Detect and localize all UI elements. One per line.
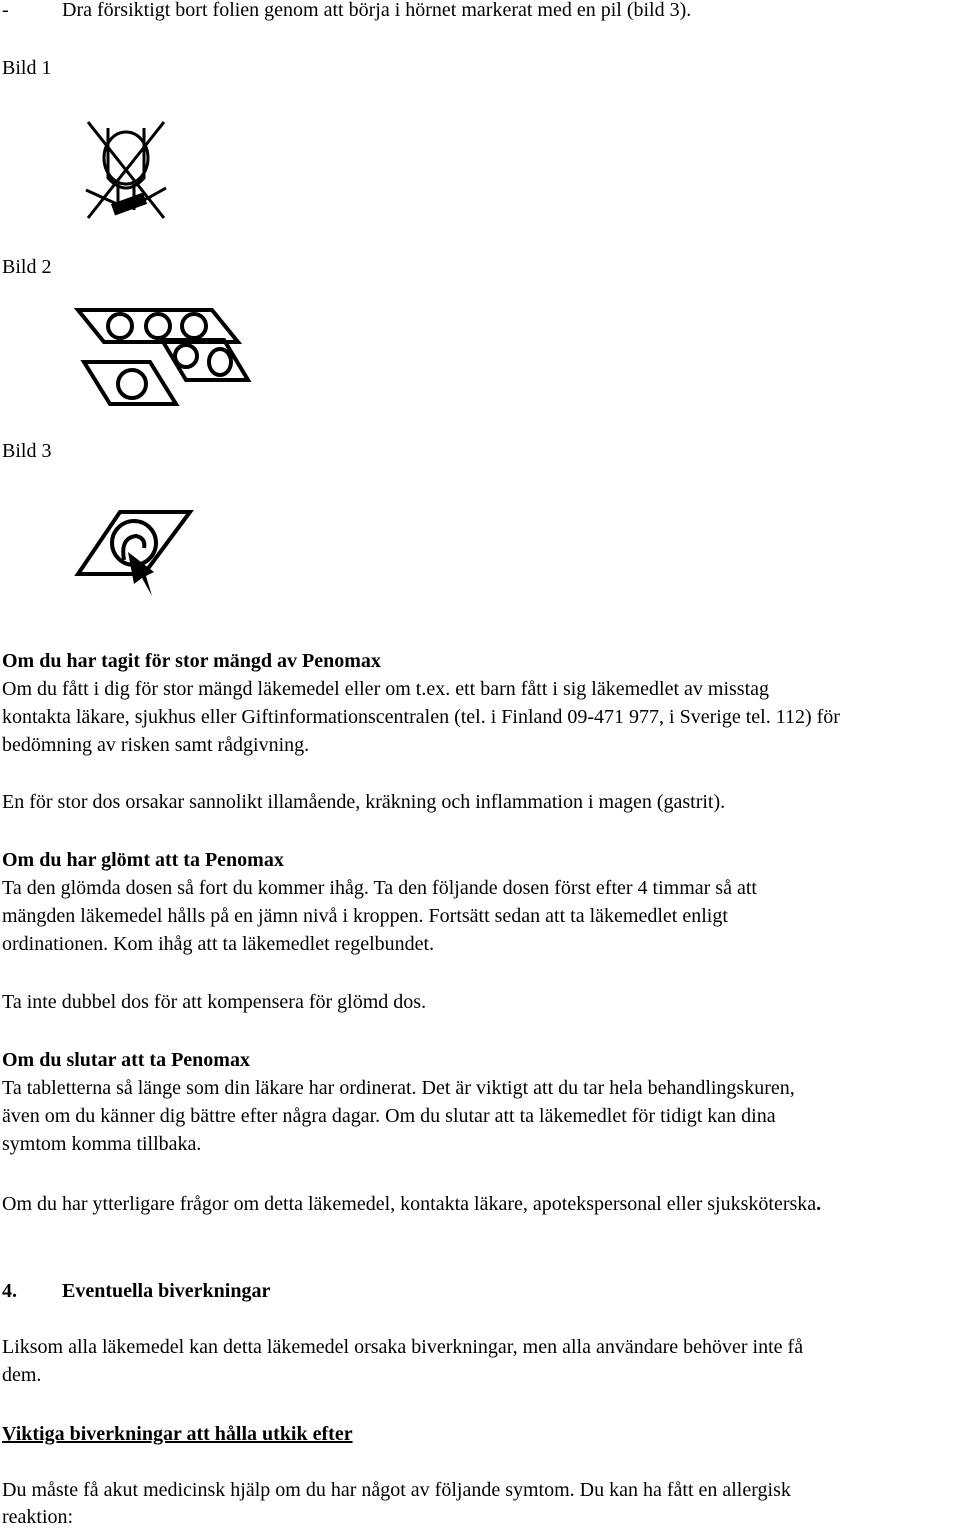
overdose-line-3: bedömning av risken samt rådgivning.	[2, 734, 310, 756]
forgot-line-3: ordinationen. Kom ihåg att ta läkemedlet regelbundet.	[2, 933, 435, 955]
questions-period: .	[816, 1193, 822, 1215]
forgot-heading: Om du har glömt att ta Penomax	[2, 849, 284, 871]
blister-strip-icon	[74, 306, 254, 408]
figure-label-bild2: Bild 2	[2, 256, 52, 278]
no-push-through-icon	[78, 118, 174, 230]
section-title: Eventuella biverkningar	[62, 1280, 271, 1302]
overdose-line-2: kontakta läkare, sjukhus eller Giftinformationscentralen (tel. i Finland 09-471 977, i Sverige tel. 112) för	[2, 706, 840, 728]
stop-line-1: Ta tabletterna så länge som din läkare har ordinerat. Det är viktigt att du tar hela behandlingskuren,	[2, 1077, 795, 1099]
section4-line-2: dem.	[2, 1364, 42, 1386]
intro-text: Dra försiktigt bort folien genom att börja i hörnet markerat med en pil (bild 3).	[62, 0, 692, 21]
stop-line-3: symtom komma tillbaka.	[2, 1133, 202, 1155]
figure-label-bild3: Bild 3	[2, 440, 52, 462]
stop-line-2: även om du känner dig bättre efter några dagar. Om du slutar att ta läkemedlet för tidigt kan dina	[2, 1105, 776, 1127]
forgot-line-2: mängden läkemedel hålls på en jämn nivå i kroppen. Fortsätt sedan att ta läkemedlet enligt	[2, 905, 728, 927]
section4-line-1: Liksom alla läkemedel kan detta läkemedel orsaka biverkningar, men alla användare behöver inte få	[2, 1336, 804, 1358]
section-number: 4.	[2, 1280, 17, 1302]
overdose-heading: Om du har tagit för stor mängd av Penomax	[2, 650, 381, 672]
forgot-note: Ta inte dubbel dos för att kompensera för glömd dos.	[2, 991, 427, 1013]
bullet-dash: -	[2, 0, 9, 21]
questions-body: Om du har ytterligare frågor om detta läkemedel, kontakta läkare, apotekspersonal eller sjuksköterska	[2, 1193, 817, 1215]
forgot-line-1: Ta den glömda dosen så fort du kommer ihåg. Ta den följande dosen först efter 4 timmar så att	[2, 877, 757, 899]
overdose-note: En för stor dos orsakar sannolikt illamående, kräkning och inflammation i magen (gastrit).	[2, 791, 726, 813]
questions-text	[2, 1190, 821, 1218]
stop-heading: Om du slutar att ta Penomax	[2, 1049, 250, 1071]
figure-label-bild1: Bild 1	[2, 57, 52, 79]
peel-foil-arrow-icon	[74, 508, 196, 602]
overdose-line-1: Om du fått i dig för stor mängd läkemedel eller om t.ex. ett barn fått i sig läkemedlet av misstag	[2, 678, 770, 700]
important-heading: Viktiga biverkningar att hålla utkik efter	[2, 1423, 353, 1445]
urgent-line-1: Du måste få akut medicinsk hjälp om du har något av följande symtom. Du kan ha fått en allergisk	[2, 1479, 791, 1501]
urgent-line-2: reaktion:	[2, 1506, 74, 1528]
